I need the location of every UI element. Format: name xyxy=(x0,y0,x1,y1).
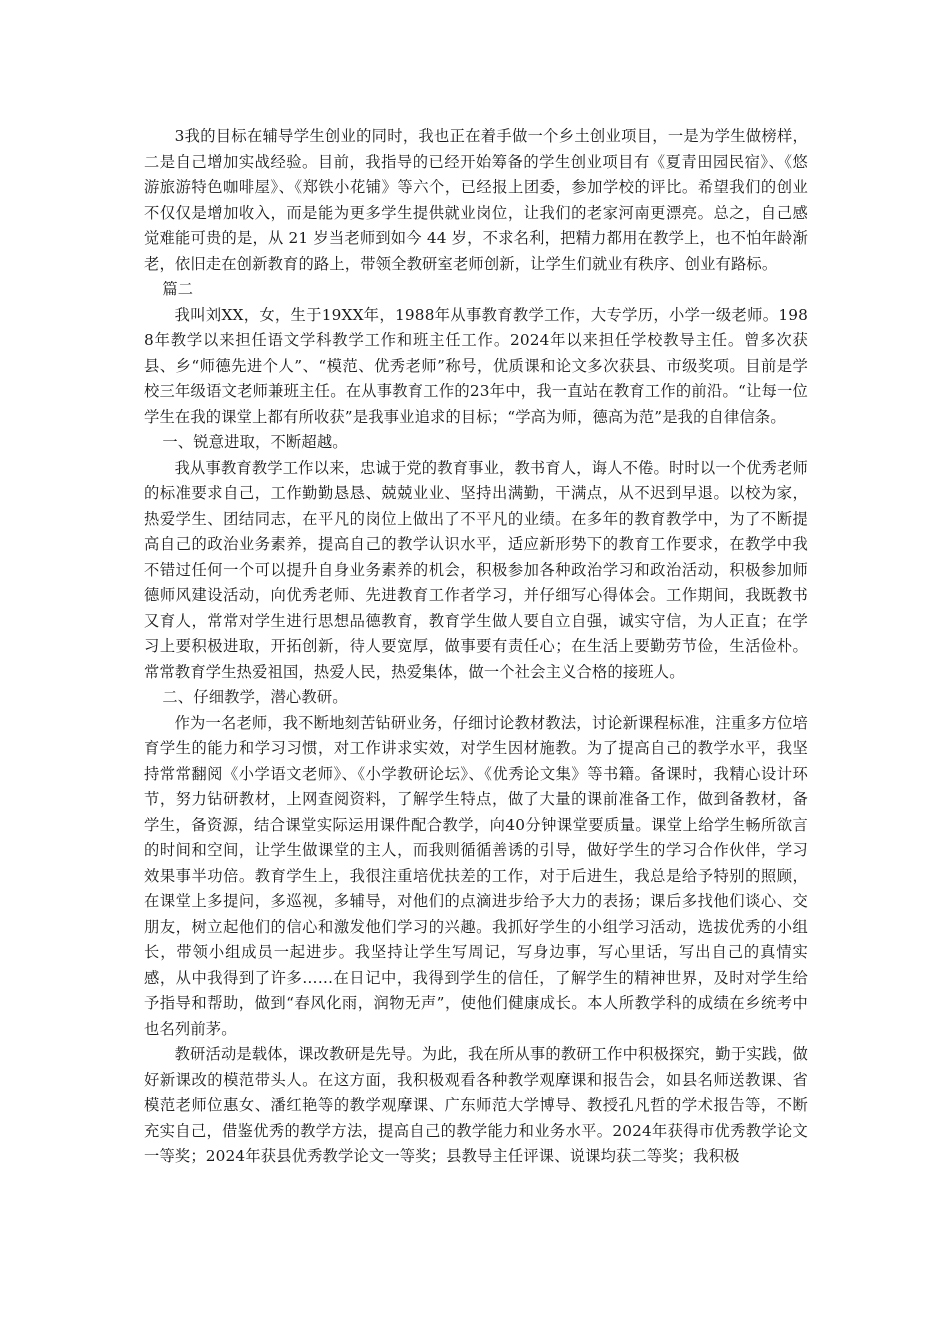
document-page xyxy=(144,124,808,1170)
paragraph-section-1: 我从事教育教学工作以来，忠诚于党的教育事业，教书育人，诲人不倦。时时以一个优秀老师的标准要求自己，工作勤勤恳恳、兢兢业业、坚持出满勤，干满点，从不迟到早退。以校为家，热爱学生、团结同志，在平凡的岗位上做出了不平凡的业绩。在多年的教育教学中，为了不断提高自己的政治业务素养，提高自己的教学认识水平，适应新形势下的教育工作要求，在教学中我不错过任何一个可以提升自身业务素养的机会，积极参加各种政治学习和政治活动，积极参加师德师风建设活动，向优秀老师、先进教育工作者学习，并仔细写心得体会。工作期间，我既教书又育人，常常对学生进行思想品德教育，教育学生做人要自立自强，诚实守信，为人正直；在学习上要积极进取，开拓创新，待人要宽厚，做事要有责任心；在生活上要勤劳节俭，生活俭朴。常常教育学生热爱祖国，热爱人民，热爱集体，做一个社会主义合格的接班人。 xyxy=(144,458,808,681)
section-heading-part-two: 篇二 xyxy=(162,280,194,298)
paragraph-section-2a: 作为一名老师，我不断地刻苦钻研业务，仔细讨论教材教法，讨论新课程标准，注重多方位培育学生的能力和学习习惯，对工作讲求实效，对学生因材施教。为了提高自己的教学水平，我坚持常常翻阅《小学语文老师》、《小学教研论坛》、《优秀论文集》等书籍。备课时，我精心设计环节，努力钻研教材，上网查阅资料，了解学生特点，做了大量的课前准备工作，做到备教材，备学生，备资源，结合课堂实际运用课件配合教学，向40分钟课堂要质量。课堂上给学生畅所欲言的时间和空间，让学生做课堂的主人，而我则循循善诱的引导，做好学生的学习合作伙伴，学习效果事半功倍。教育学生上，我很注重培优扶差的工作，对于后进生，我总是给予特别的照顾，在课堂上多提问，多巡视，多辅导，对他们的点滴进步给予大力的表扬；课后多找他们谈心、交朋友，树立起他们的信心和激发他们学习的兴趣。我抓好学生的小组学习活动，选拔优秀的小组长，带领小组成员一起进步。我坚持让学生写周记，写身边事，写心里话，写出自己的真情实感，从中我得到了许多……在日记中，我得到学生的信任，了解学生的精神世界，及时对学生给予指导和帮助，做到“春风化雨，润物无声”，使他们健康成长。本人所教学科的成绩在乡统考中也名列前茅。 xyxy=(144,713,808,1038)
paragraph-self-intro: 我叫刘XX，女，生于19XX年，1988年从事教育教学工作，大专学历，小学一级老师。1988年教学以来担任语文学科教学工作和班主任工作。2024年以来担任学校教导主任。曾多次获县、乡“师德先进个人”、“模范、优秀老师”称号，优质课和论文多次获县、市级奖项。目前是学校三年级语文老师兼班主任。在从事教育工作的23年中，我一直站在教育工作的前沿。“让每一位学生在我的课堂上都有所收获”是我事业追求的目标；“学高为师，德高为范”是我的自律信条。 xyxy=(144,305,808,426)
paragraph-intro-goal: 3我的目标在辅导学生创业的同时，我也正在着手做一个乡土创业项目，一是为学生做榜样，二是自己增加实战经验。目前，我指导的已经开始筹备的学生创业项目有《夏青田园民宿》、《悠游旅游特色咖啡屋》、《郑铁小花铺》等六个，已经报上团委，参加学校的评比。希望我们的创业不仅仅是增加收入，而是能为更多学生提供就业岗位，让我们的老家河南更漂亮。总之，自己感觉难能可贵的是，从 21 岁当老师到如今 44 岁，不求名利，把精力都用在教学上，也不怕年龄渐老，依旧走在创新教育的路上，带领全教研室老师创新，让学生们就业有秩序、创业有路标。 xyxy=(144,127,808,273)
section-heading-2: 二、仔细教学，潜心教研。 xyxy=(162,688,348,706)
section-heading-1: 一、锐意进取，不断超越。 xyxy=(162,433,348,451)
paragraph-section-2b: 教研活动是载体，课改教研是先导。为此，我在所从事的教研工作中积极探究，勤于实践，做好新课改的模范带头人。在这方面，我积极观看各种教学观摩课和报告会，如县名师送教课、省模范老师位惠女、潘红艳等的教学观摩课、广东师范大学博导、教授孔凡哲的学术报告等，不断充实自己，借鉴优秀的教学方法，提高自己的教学能力和业务水平。2024年获得市优秀教学论文一等奖；2024年获县优秀教学论文一等奖；县教导主任评课、说课均获二等奖；我积极 xyxy=(144,1045,808,1165)
